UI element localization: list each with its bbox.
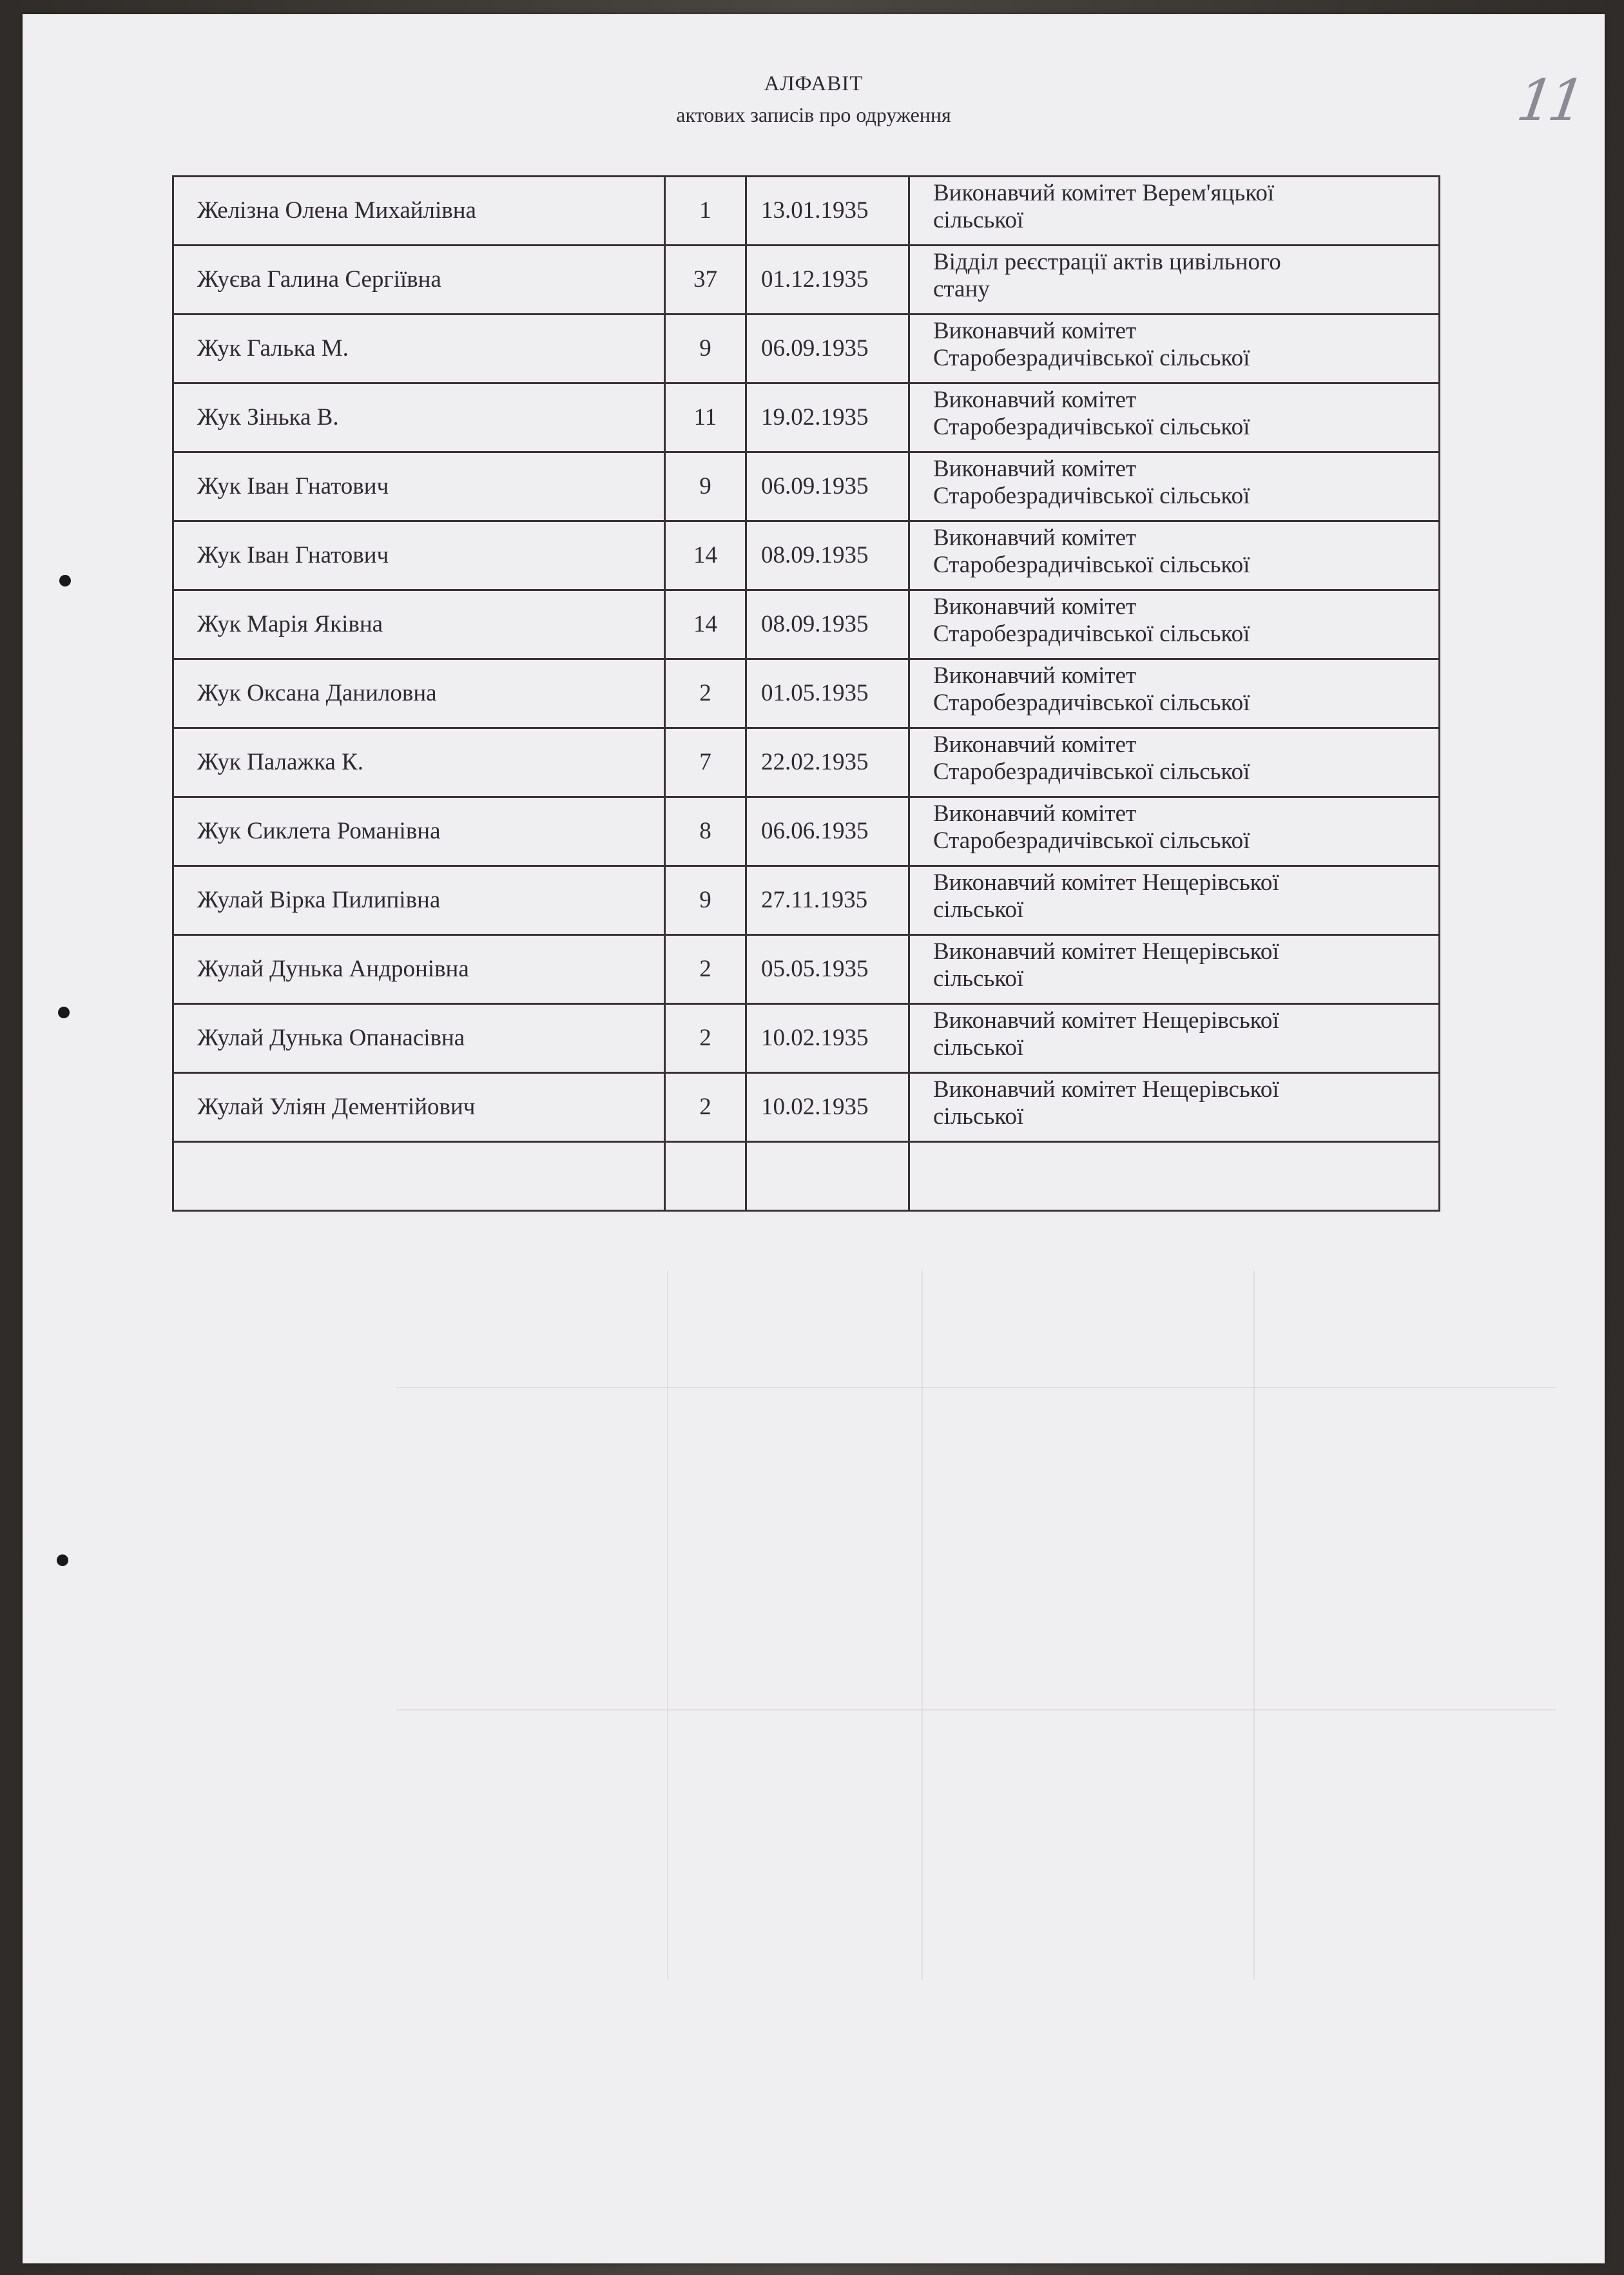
registry-body-line: сільської — [933, 1103, 1024, 1130]
record-number-cell: 9 — [665, 866, 746, 935]
record-date-cell: 10.02.1935 — [746, 1004, 909, 1073]
bleed-through-mark — [396, 1709, 1556, 1710]
punch-hole — [57, 1554, 68, 1566]
registry-body-line: Старобезрадичівської сільської — [933, 621, 1250, 647]
registry-body-line: Виконавчий комітет — [933, 387, 1137, 413]
table-row — [173, 1004, 1440, 1073]
registry-body-line: Виконавчий комітет Нещерівської — [933, 938, 1279, 965]
record-number-cell: 11 — [665, 383, 746, 452]
record-number-cell: 14 — [665, 590, 746, 659]
person-name-cell: Жук Палажка К. — [173, 728, 665, 797]
registry-body-line: Старобезрадичівської сільської — [933, 690, 1250, 716]
record-date-cell: 01.05.1935 — [746, 659, 909, 728]
person-name-cell: Жук Оксана Даниловна — [173, 659, 665, 728]
records-table-body — [173, 177, 1440, 1211]
table-row — [173, 452, 1440, 521]
registry-body-cell — [909, 659, 1440, 728]
record-number-cell: 2 — [665, 1073, 746, 1142]
registry-body-cell — [909, 521, 1440, 590]
record-number-cell: 1 — [665, 177, 746, 246]
table-row — [173, 246, 1440, 315]
table-row — [173, 315, 1440, 383]
marriage-records-table — [172, 175, 1440, 1212]
registry-body-cell — [909, 383, 1440, 452]
bleed-through-mark — [396, 1387, 1556, 1388]
record-number-cell: 2 — [665, 659, 746, 728]
punch-hole — [59, 575, 71, 586]
registry-body-cell — [909, 590, 1440, 659]
registry-body-line: Виконавчий комітет Нещерівської — [933, 1007, 1279, 1034]
registry-body-line: Виконавчий комітет — [933, 594, 1137, 620]
registry-body-line: сільської — [933, 965, 1024, 992]
registry-body-cell — [909, 866, 1440, 935]
record-number-cell — [665, 1142, 746, 1211]
person-name-cell: Желізна Олена Михайлівна — [173, 177, 665, 246]
registry-body-cell — [909, 452, 1440, 521]
table-row — [173, 797, 1440, 866]
registry-body-cell — [909, 315, 1440, 383]
registry-body-cell — [909, 177, 1440, 246]
registry-body-line: Виконавчий комітет Нещерівської — [933, 1076, 1279, 1103]
person-name-cell: Жук Зінька В. — [173, 383, 665, 452]
registry-body-cell — [909, 246, 1440, 315]
person-name-cell: Жулай Дунька Андронівна — [173, 935, 665, 1004]
registry-body-cell — [909, 935, 1440, 1004]
bleed-through-mark — [1253, 1271, 1255, 1980]
table-row — [173, 728, 1440, 797]
document-page — [23, 14, 1605, 2263]
registry-body-line: Старобезрадичівської сільської — [933, 759, 1250, 785]
registry-body-line: Відділ реєстрації актів цивільного — [933, 249, 1281, 275]
record-date-cell: 19.02.1935 — [746, 383, 909, 452]
record-date-cell: 06.09.1935 — [746, 452, 909, 521]
person-name-cell: Жук Марія Яківна — [173, 590, 665, 659]
person-name-cell: Жук Сиклета Романівна — [173, 797, 665, 866]
registry-body-line: Виконавчий комітет — [933, 318, 1137, 344]
registry-body-line: Виконавчий комітет — [933, 800, 1137, 827]
record-number-cell: 9 — [665, 452, 746, 521]
registry-body-line: Виконавчий комітет — [933, 731, 1137, 758]
punch-hole — [58, 1007, 70, 1018]
registry-body-line: Старобезрадичівської сільської — [933, 414, 1250, 440]
record-date-cell: 06.06.1935 — [746, 797, 909, 866]
bleed-through-mark — [922, 1271, 923, 1980]
registry-body-line: сільської — [933, 1034, 1024, 1061]
person-name-cell: Жук Іван Гнатович — [173, 452, 665, 521]
registry-body-cell — [909, 797, 1440, 866]
record-date-cell: 01.12.1935 — [746, 246, 909, 315]
record-date-cell: 27.11.1935 — [746, 866, 909, 935]
table-row — [173, 383, 1440, 452]
person-name-cell: Жулай Вірка Пилипівна — [173, 866, 665, 935]
record-number-cell: 2 — [665, 1004, 746, 1073]
registry-body-cell — [909, 1073, 1440, 1142]
registry-body-line: Виконавчий комітет Верем'яцької — [933, 180, 1275, 206]
document-title: АЛФАВІТ — [764, 72, 864, 95]
table-row — [173, 521, 1440, 590]
registry-body-line: Виконавчий комітет — [933, 525, 1137, 551]
table-row — [173, 1142, 1440, 1211]
registry-body-line: Старобезрадичівської сільської — [933, 483, 1250, 509]
registry-body-line: Старобезрадичівської сільської — [933, 828, 1250, 854]
registry-body-line: Старобезрадичівської сільської — [933, 552, 1250, 578]
record-date-cell: 08.09.1935 — [746, 590, 909, 659]
record-date-cell — [746, 1142, 909, 1211]
table-row — [173, 866, 1440, 935]
record-date-cell: 22.02.1935 — [746, 728, 909, 797]
document-subtitle: актових записів про одруження — [676, 103, 951, 126]
registry-body-cell — [909, 1004, 1440, 1073]
person-name-cell: Жулай Уліян Дементійович — [173, 1073, 665, 1142]
record-number-cell: 7 — [665, 728, 746, 797]
registry-body-line: сільської — [933, 896, 1024, 923]
record-number-cell: 37 — [665, 246, 746, 315]
record-date-cell: 06.09.1935 — [746, 315, 909, 383]
record-number-cell: 2 — [665, 935, 746, 1004]
registry-body-line: Виконавчий комітет — [933, 456, 1137, 482]
registry-body-line: Виконавчий комітет — [933, 663, 1137, 689]
person-name-cell: Жук Іван Гнатович — [173, 521, 665, 590]
person-name-cell: Жуєва Галина Сергіївна — [173, 246, 665, 315]
record-date-cell: 05.05.1935 — [746, 935, 909, 1004]
record-date-cell: 08.09.1935 — [746, 521, 909, 590]
record-date-cell: 13.01.1935 — [746, 177, 909, 246]
table-row — [173, 177, 1440, 246]
record-number-cell: 8 — [665, 797, 746, 866]
person-name-cell — [173, 1142, 665, 1211]
table-row — [173, 659, 1440, 728]
handwritten-page-number: 11 — [1513, 67, 1585, 133]
registry-body-cell — [909, 728, 1440, 797]
record-number-cell: 14 — [665, 521, 746, 590]
registry-body-line: Старобезрадичівської сільської — [933, 345, 1250, 371]
record-date-cell: 10.02.1935 — [746, 1073, 909, 1142]
table-row — [173, 935, 1440, 1004]
bleed-through-mark — [667, 1271, 668, 1980]
table-row — [173, 1073, 1440, 1142]
person-name-cell: Жулай Дунька Опанасівна — [173, 1004, 665, 1073]
registry-body-cell — [909, 1142, 1440, 1211]
registry-body-line: стану — [933, 276, 990, 302]
registry-body-line: сільської — [933, 207, 1024, 233]
registry-body-line: Виконавчий комітет Нещерівської — [933, 869, 1279, 896]
record-number-cell: 9 — [665, 315, 746, 383]
person-name-cell: Жук Галька М. — [173, 315, 665, 383]
table-row — [173, 590, 1440, 659]
